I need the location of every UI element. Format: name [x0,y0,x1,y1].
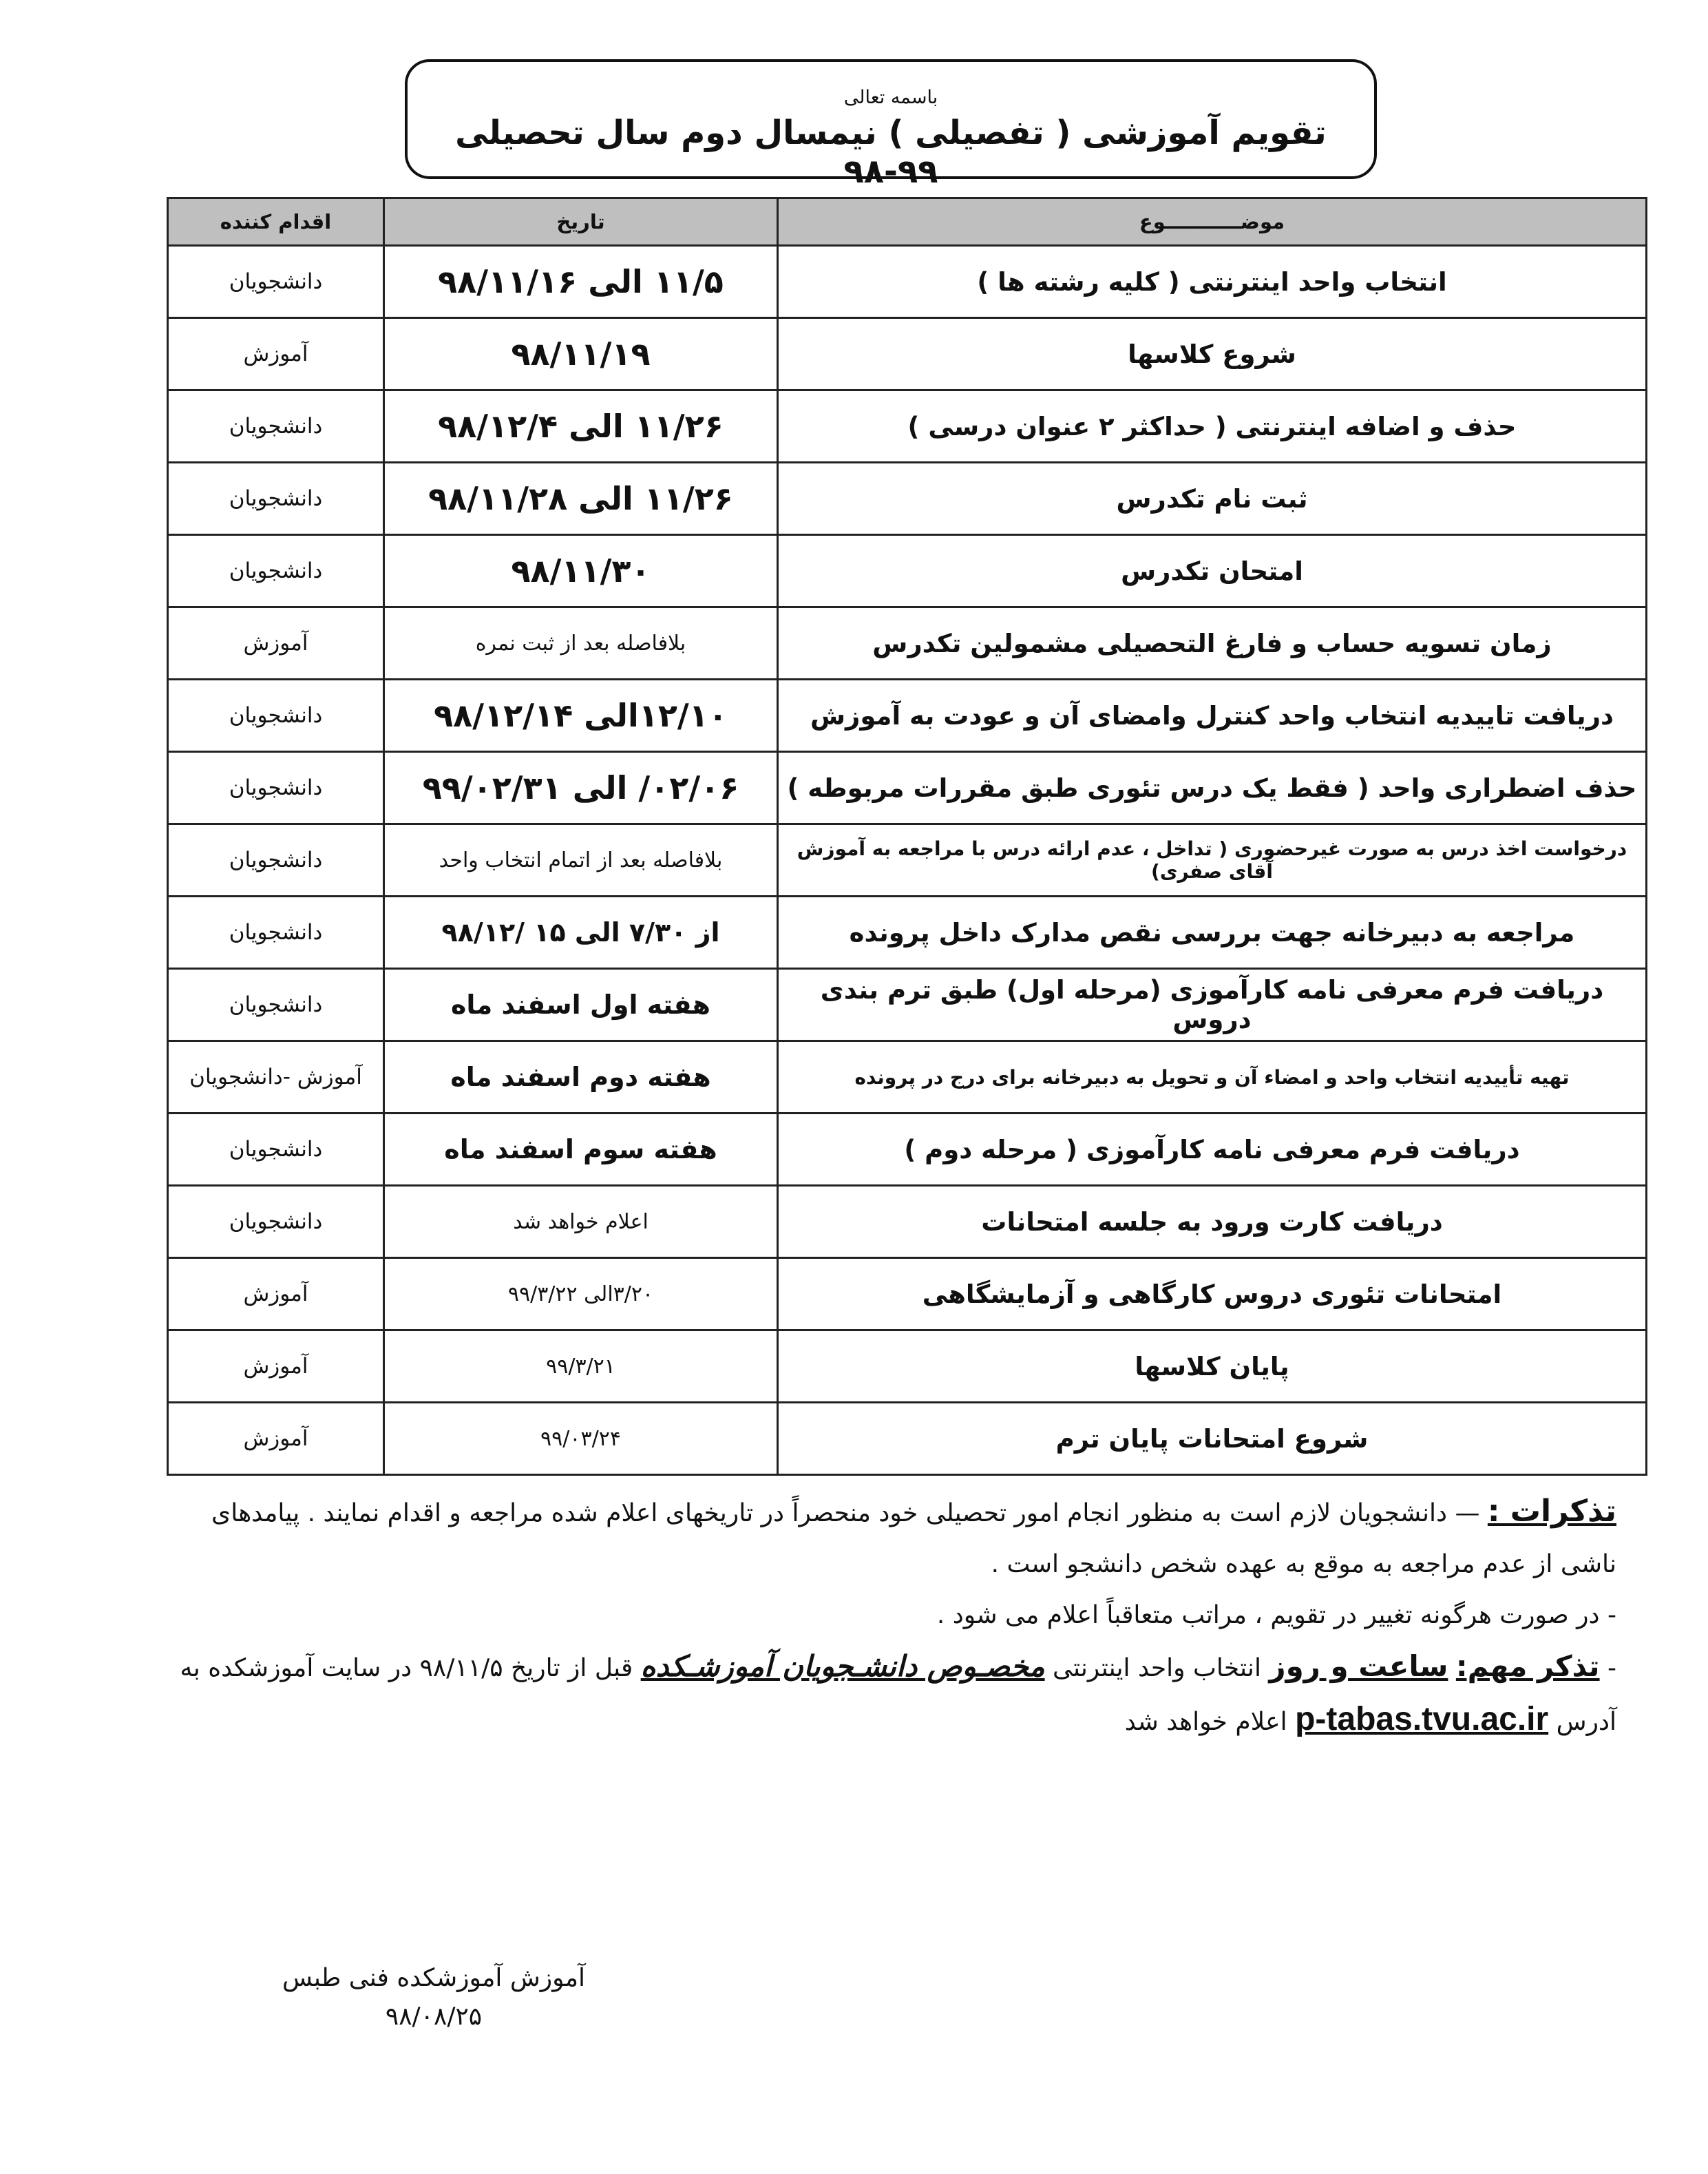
table-row [168,1114,1647,1186]
table-row [168,607,1647,680]
signature-block [248,1959,620,2036]
row-subject: امتحانات تئوری دروس کارگاهی و آزمایشگاهی [778,1258,1647,1330]
row-date: هفته دوم اسفند ماه [384,1041,778,1114]
note-3 [168,1641,1616,1748]
row-subject: زمان تسویه حساب و فارغ التحصیلی مشمولین تکدرس [778,607,1647,680]
row-date: ۳/۲۰الی ۹۹/۳/۲۲ [384,1258,778,1330]
special-for-students: مخصـوص دانشـجویان آموزشـکده [640,1649,1045,1683]
row-subject: دریافت تاییدیه انتخاب واحد کنترل وامضای آن و عودت به آموزش [778,680,1647,752]
notes-section [168,1486,1616,1748]
note-3-after: قبل از تاریخ ۹۸/۱۱/۵ در سایت آموزشکده به آدرس [180,1654,1616,1736]
table-row [168,246,1647,318]
row-subject: ثبت نام تکدرس [778,463,1647,535]
row-subject: مراجعه به دبیرخانه جهت بررسی نقص مدارک داخل پرونده [778,897,1647,969]
calendar-table [167,197,1647,1476]
row-date: هفته اول اسفند ماه [384,969,778,1041]
table-row [168,897,1647,969]
row-subject: شروع کلاسها [778,318,1647,390]
row-date: ۱۱/۲۶ الی ۹۸/۱۱/۲۸ [384,463,778,535]
row-subject: دریافت فرم معرفی نامه کارآموزی (مرحله اول) طبق ترم بندی دروس [778,969,1647,1041]
column-header-subject: موضـــــــــــوع [778,198,1647,246]
table-row [168,318,1647,390]
row-actor: دانشجویان [168,824,384,897]
row-actor: دانشجویان [168,752,384,824]
row-date: ۹۹/۳/۲۱ [384,1330,778,1403]
signature-org: آموزش آموزشکده فنی طبس [282,1964,586,1992]
table-row [168,824,1647,897]
note-1-text: — دانشجویان لازم است به منظور انجام امور تحصیلی خود منحصراً در تاریخهای اعلام شده مراجعه و اقدام نمایند . پیامدهای ناشی از عدم مراجعه به موقع به عهده شخص دانشجو است . [211,1499,1616,1578]
notes-label: تذکرات : [1487,1494,1616,1529]
table-row [168,535,1647,607]
table-row [168,680,1647,752]
time-and-day: ساعت و روز [1269,1649,1448,1683]
row-subject: حذف و اضافه اینترنتی ( حداکثر ۲ عنوان درسی ) [778,390,1647,463]
row-actor: آموزش [168,1258,384,1330]
table-row [168,1186,1647,1258]
row-subject: شروع امتحانات پایان ترم [778,1403,1647,1475]
row-date: ۹۸/۱۱/۳۰ [384,535,778,607]
row-subject: دریافت فرم معرفی نامه کارآموزی ( مرحله دوم ) [778,1114,1647,1186]
row-actor: آموزش [168,607,384,680]
table-header-row [168,198,1647,246]
row-date: هفته سوم اسفند ماه [384,1114,778,1186]
row-subject: دریافت کارت ورود به جلسه امتحانات [778,1186,1647,1258]
row-date: ۹۹/۰۳/۲۴ [384,1403,778,1475]
note-2: - در صورت هرگونه تغییر در تقویم ، مراتب متعاقباً اعلام می شود . [936,1601,1616,1629]
row-actor: دانشجویان [168,897,384,969]
column-header-actor: اقدام کننده [168,198,384,246]
important-note-label: تذکر مهم: [1455,1649,1600,1683]
row-actor: آموزش [168,318,384,390]
table-row [168,1258,1647,1330]
row-actor: دانشجویان [168,535,384,607]
row-date: ۱۲/۱۰الی ۹۸/۱۲/۱۴ [384,680,778,752]
row-actor: دانشجویان [168,246,384,318]
row-subject: انتخاب واحد اینترنتی ( کلیه رشته ها ) [778,246,1647,318]
website-link[interactable]: p-tabas.tvu.ac.ir [1295,1701,1549,1737]
row-date: از ۷/۳۰ الی ۱۵ /۹۸/۱۲ [384,897,778,969]
note-1 [168,1486,1616,1590]
row-date: ۱۱/۵ الی ۹۸/۱۱/۱۶ [384,246,778,318]
note-3-mid: انتخاب واحد اینترنتی [1044,1654,1269,1682]
row-actor: آموزش [168,1330,384,1403]
row-actor: دانشجویان [168,463,384,535]
table-row [168,1041,1647,1114]
table-row [168,1330,1647,1403]
row-subject: پایان کلاسها [778,1330,1647,1403]
basmala: باسمه تعالی [843,87,938,108]
row-date: ۱۱/۲۶ الی ۹۸/۱۲/۴ [384,390,778,463]
row-subject: امتحان تکدرس [778,535,1647,607]
table-row [168,463,1647,535]
row-date: بلافاصله بعد از اتمام انتخاب واحد [384,824,778,897]
table-row [168,752,1647,824]
row-actor: آموزش -دانشجویان [168,1041,384,1114]
row-date: ۹۸/۱۱/۱۹ [384,318,778,390]
row-date: ۰۲/۰۶/ الی ۹۹/۰۲/۳۱ [384,752,778,824]
row-actor: دانشجویان [168,680,384,752]
row-subject: حذف اضطراری واحد ( فقط یک درس تئوری طبق مقررات مربوطه ) [778,752,1647,824]
column-header-date: تاریخ [384,198,778,246]
note-3-end: اعلام خواهد شد [1124,1708,1296,1736]
row-actor: آموزش [168,1403,384,1475]
row-actor: دانشجویان [168,390,384,463]
note-3-dash: - [1599,1654,1616,1682]
row-subject: درخواست اخذ درس به صورت غیرحضوری ( تداخل ، عدم ارائه درس با مراجعه به آموزش آقای صفری) [778,824,1647,897]
signature-date: ۹۸/۰۸/۲۵ [385,2003,483,2031]
row-actor: دانشجویان [168,1186,384,1258]
row-actor: دانشجویان [168,1114,384,1186]
table-row [168,969,1647,1041]
page-title: تقویم آموزشی ( تفصیلی ) نیمسال دوم سال تحصیلی ۹۹-۹۸ [455,114,1327,191]
table-row [168,1403,1647,1475]
table-row [168,390,1647,463]
title-box [405,59,1377,191]
row-actor: دانشجویان [168,969,384,1041]
row-date: بلافاصله بعد از ثبت نمره [384,607,778,680]
row-subject: تهیه تأییدیه انتخاب واحد و امضاء آن و تحویل به دبیرخانه برای درج در پرونده [778,1041,1647,1114]
row-date: اعلام خواهد شد [384,1186,778,1258]
